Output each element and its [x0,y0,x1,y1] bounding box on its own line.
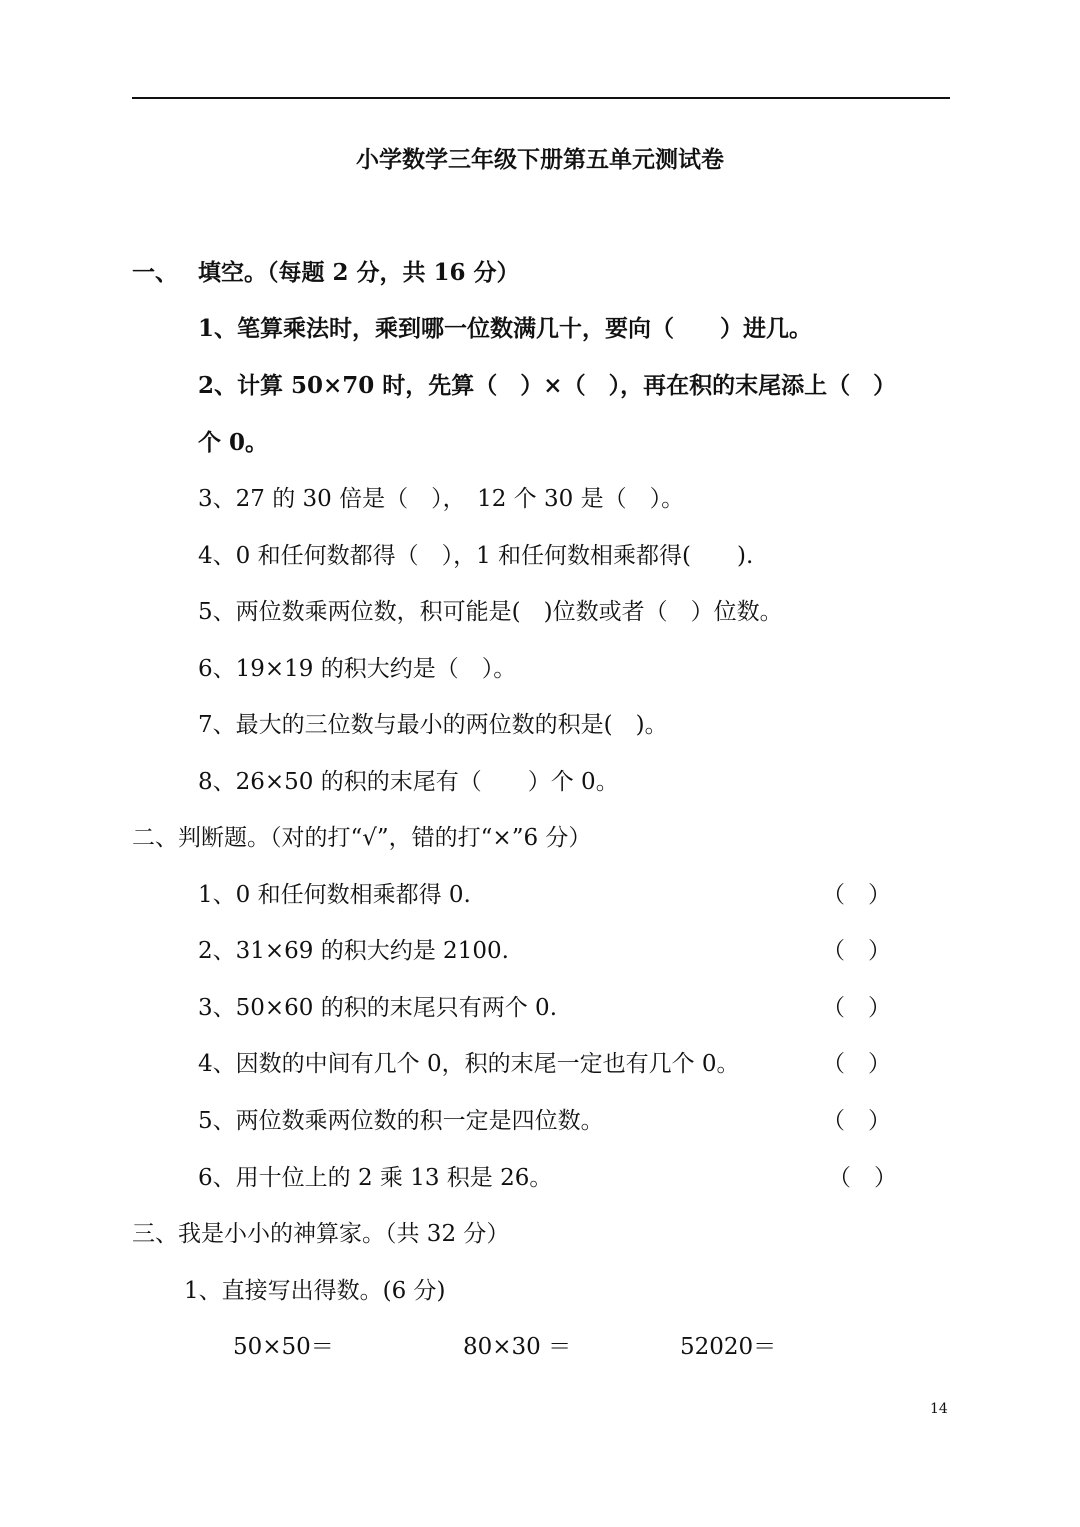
page-title: 小学数学三年级下册第五单元测试卷 [356,146,724,173]
calc-2: 80×30 ＝ [463,1334,572,1360]
judge-answer-3[interactable]: （ ） [822,995,891,1021]
calc-3: 52020＝ [680,1334,777,1360]
judge-answer-5[interactable]: （ ） [822,1108,891,1134]
judge-item-2: 2、31×69 的积大约是 2100. [198,938,509,964]
fill-item-2-cont: 个 0。 [198,429,269,456]
section2-heading: 二、判断题。（对的打“√”，错的打“×”6 分） [132,825,592,851]
calc-1: 50×50＝ [233,1334,334,1360]
judge-answer-4[interactable]: （ ） [822,1051,891,1077]
header-rule [132,97,950,99]
judge-item-3: 3、50×60 的积的末尾只有两个 0. [198,995,558,1021]
fill-item-4: 4、0 和任何数都得（ ），1 和任何数相乘都得( ). [198,543,754,569]
judge-answer-2[interactable]: （ ） [822,938,891,964]
judge-item-1: 1、0 和任何数相乘都得 0. [198,882,471,908]
fill-item-2: 2、计算 50×70 时，先算（ ）×（ ），再在积的末尾添上（ ） [198,372,897,399]
judge-item-6: 6、用十位上的 2 乘 13 积是 26。 [198,1165,553,1191]
fill-item-5: 5、两位数乘两位数，积可能是( )位数或者（ ）位数。 [198,599,783,625]
fill-item-3: 3、27 的 30 倍是（ ）， 12 个 30 是（ ）。 [198,486,685,512]
section1-heading: 填空。（每题 2 分，共 16 分） [198,259,520,286]
fill-item-1: 1、笔算乘法时，乘到哪一位数满几十，要向（ ）进几。 [198,315,813,342]
fill-item-8: 8、26×50 的积的末尾有（ ）个 0。 [198,769,619,795]
judge-item-4: 4、因数的中间有几个 0，积的末尾一定也有几个 0。 [198,1051,740,1077]
page-number: 14 [930,1401,948,1417]
section3-heading: 三、我是小小的神算家。（共 32 分） [132,1221,510,1247]
judge-item-5: 5、两位数乘两位数的积一定是四位数。 [198,1108,604,1134]
judge-answer-6[interactable]: （ ） [828,1165,897,1191]
section3-sub1: 1、直接写出得数。(6 分) [184,1278,446,1304]
fill-item-6: 6、19×19 的积大约是（ ）。 [198,656,517,682]
judge-answer-1[interactable]: （ ） [822,882,891,908]
fill-item-7: 7、最大的三位数与最小的两位数的积是( )。 [198,712,668,738]
section1-label: 一、 [132,259,178,286]
